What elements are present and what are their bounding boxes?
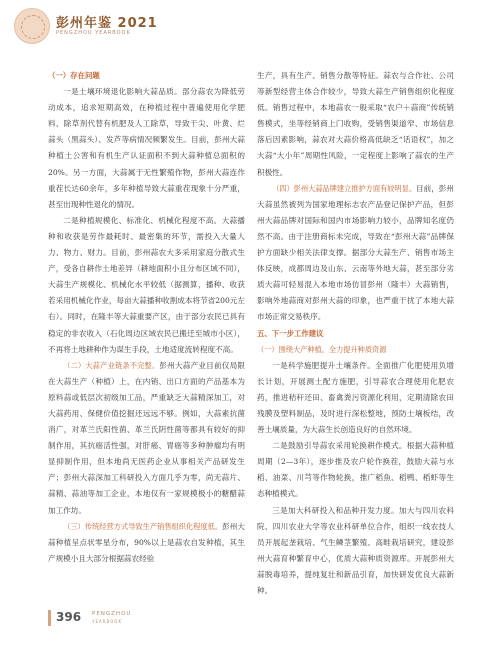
page-marker bbox=[48, 610, 51, 626]
page-number: 396 bbox=[56, 610, 82, 624]
paragraph: 一是科学施肥提升土壤条件。全面推广化肥使用负增长计划，开展测土配方施肥，引导蒜农合理使用化肥农药，推进秸秆还田、畜禽粪污资源化利用，定期清除农田残膜及塑料制品，及时进行深松整地，预防土壤板结，改善土壤质量，为大蒜生长创造良好的自然环境。 bbox=[257, 360, 454, 435]
section-heading: （一）存在问题 bbox=[48, 71, 100, 80]
page-header bbox=[0, 0, 480, 52]
book-title: 彭州年鉴 2021 bbox=[56, 16, 158, 31]
paragraph: 生产，具有生产、销售分散等特征。蒜农与合作社、公司等新型经营主体合作较少，导致大蒜生产销售组织化程度低。销售过程中，本地蒜农一般采取“农户＋蒜商”传统销售模式，坐等经销商上门收购，受销售渠道窄、市场信息落后因素影响，蒜农对大蒜价格高低缺乏“话语权”，加之大蒜“大小年”周期性风险，一定程度上影响了蒜农的生产积极性。 bbox=[257, 71, 454, 177]
paragraph: 目前，彭州大蒜虽然被列为国家地理标志农产品登记保护产品，但彭州大蒜品牌对国际和国内市场影响力较小，品牌知名度仍然不高。由于注册商标未完成，导致在“彭州大蒜”品牌保护方面缺少相关法律支撑。据部分大蒜生产、销售市场主体反映，成都周边及山东、云南等外地大蒜，甚至部分劣质大蒜可轻易混入本地市场仿冒彭州（隆丰）大蒜销售，影响外地蒜商对彭州大蒜的印象，也严重干扰了本地大蒜市场正常交易秩序。 bbox=[257, 183, 454, 322]
section-heading: 五、下一步工作建议 bbox=[257, 328, 324, 338]
paragraph: 三是加大科研投入和品种开发力度。加大与四川农科院、四川农业大学等农业科研单位合作，组织一线农技人员开展起垄栽培、气生鳞茎繁殖、高畦栽培研究，建设彭州大蒜育种繁育中心，优质大蒜种质资源库。开展彭州大蒜脱毒培养，提纯复壮和新品引育，加快研发优良大蒜新种。 bbox=[257, 505, 454, 595]
paragraph: 二是鼓励引导蒜农采用轮换耕作模式。根据大蒜种植周期（2—3年），逐步推及农户轮作换茬，鼓励大蒜与水稻、油菜、川芎等作物轮换，推广稻魚、稻鸭、稻虾等生态种植模式。 bbox=[257, 441, 454, 499]
paragraph: 彭州大蒜种植呈点状零星分布，90%以上是蒜农自发种植，其生产规模小且大部分根据蒜农经验 bbox=[48, 521, 245, 563]
paragraph: 一是土壤环境退化影响大蒜品质。部分蒜农为降低劳动成本，追求短期高效，在种植过程中普遍使用化学肥料、除草剂代替有机肥及人工除草，导致干尖、叶黄、烂蒜头（黑蒜头）、发芦等病情况频繁发生。目前，彭州大蒜种植土公害和有机生产认证面积不到大蒜种植总面积的20%。另一方面，大蒜属于无性繁殖作物，彭州大蒜连作重茬长达60余年，多年种植导致大蒜重茬现象十分严重，甚至出现种性退化的情况。 bbox=[48, 87, 245, 209]
book-subtitle: PENGZHOU YEARBOOK bbox=[56, 30, 131, 36]
subsection-heading: （二）大蒜产业链条不完整。 bbox=[63, 360, 160, 370]
subsection-heading: （四）彭州大蒜品牌建立推护方面有较明显。 bbox=[272, 183, 417, 193]
right-column bbox=[257, 68, 454, 599]
subsection-heading: （三）传统经营方式导致生产销售组织化程度低。 bbox=[63, 521, 223, 531]
footer-title: PENGZHOU bbox=[92, 611, 132, 617]
footer-subtitle: YEARBOOK bbox=[92, 619, 123, 624]
left-column bbox=[48, 68, 245, 567]
yearbook-logo-icon bbox=[14, 8, 50, 44]
paragraph: 彭州大蒜产业目前仅局限在大蒜生产（种植）上，在内销、出口方面的产品基本为原料蒜或低层次初级加工品，严重缺乏大蒜精深加工，对大蒜药用、保健价值挖掘还远远不够。例如，大蒜素抗菌消广，对革兰氏阳性菌、革兰氏阴性菌等都具有较好的抑制作用，其抗癌活性强，对肝癌、胃癌等多种肿瘤均有明显抑制作用，但本地尚无医药企业从事相关产品研发生产；彭州大蒜深加工科研投入方面几乎为零，尚无蒜片、蒜精、蒜油等加工企业，本地仅有一家规模极小的糖醋蒜加工作坊。 bbox=[48, 360, 245, 515]
paragraph: 二是种植规模化、标准化、机械化程度不高。大蒜播种和收获是劳作最耗时、最密集的环节，需投入大量人力、物力、财力。目前，彭州蒜农大多采用家庭分散式生产，受各自耕作土地差异（耕地面积小且分布区域不同），大蒜生产规模化、机械化水平较低（据测算，播种、收获若采用机械化作业，每亩大蒜播种收割成本将节省200元左右）。同时，在隆丰等大蒜重要产区，由于部分农民已具有稳定的非农收入（石化周边区域农民已搬迁至城市小区），不再将土地耕种作为谋生手段，土地适度流转程度不高。 bbox=[48, 215, 245, 354]
subsection-heading: （一）围绕大产种植，全力提升种质资源 bbox=[257, 344, 387, 354]
